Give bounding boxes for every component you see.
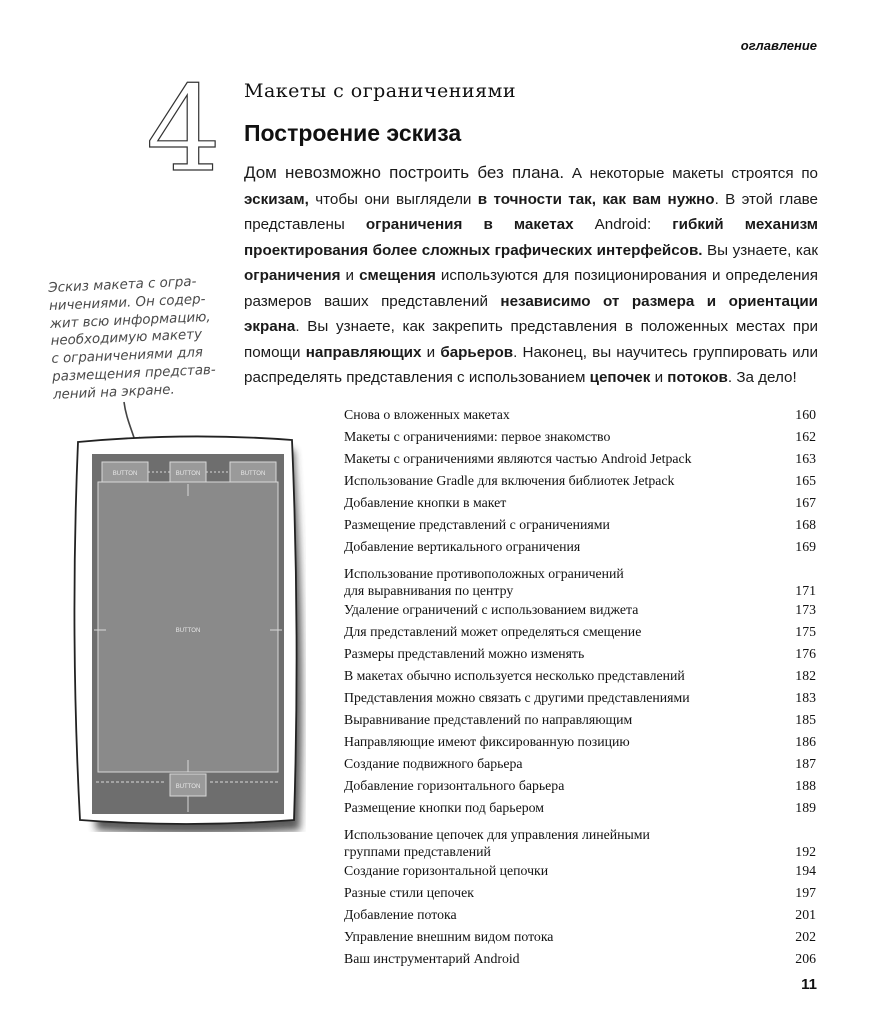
section-label: оглавление — [740, 38, 817, 53]
toc-row[interactable]: Добавление горизонтального барьера 188 — [344, 778, 816, 793]
toc-row[interactable]: Разные стили цепочек 197 — [344, 885, 816, 900]
toc-row[interactable]: Добавление потока 201 — [344, 907, 816, 922]
page-number: 11 — [801, 976, 817, 993]
toc-row[interactable]: Для представлений может определяться смещение 175 — [344, 624, 816, 639]
chapter-title: Макеты с ограничениями — [244, 80, 517, 102]
toc-row[interactable]: Управление внешним видом потока 202 — [344, 929, 816, 944]
toc-row[interactable]: Размещение кнопки под барьером 189 — [344, 800, 816, 815]
sketch-annotation: Эскиз макета с огра- ничениями. Он содер- жит всю информацию, необходимую макету с ограничениями для размещения представ- лений на экране. — [48, 274, 217, 403]
sketch-button-label: BUTTON — [175, 628, 201, 634]
toc-row[interactable]: Направляющие имеют фиксированную позицию 186 — [344, 734, 816, 749]
chapter-number: 4 — [146, 60, 222, 198]
sketch-button-label: BUTTON — [240, 471, 266, 477]
sketch-button-label: BUTTON — [175, 471, 201, 477]
toc-row[interactable]: Размеры представлений можно изменять 176 — [344, 646, 816, 661]
toc-row[interactable]: В макетах обычно используется несколько представлений 182 — [344, 668, 816, 683]
sketch-button-label: BUTTON — [175, 784, 201, 790]
sketch-top-buttons — [102, 462, 276, 482]
intro-paragraph: Дом невозможно построить без плана. А некоторые макеты строятся по эскизам, чтобы они выглядели в точности так, как вам нужно. В этой главе представлены ограничения в макетах Android: гибкий механизм проектирования более сложных графических интерфейсов. Вы узнаете, как ограничения и смещения используются для позиционирования и определения размеров ваших представлений независимо от размера и ориентации экрана. Вы узнаете, как закрепить представления в положенных местах при помощи направляющих и барьеров. Наконец, вы научитесь группировать или распределять представления с использованием цепочек и потоков. За дело! — [244, 163, 818, 386]
layout-sketch — [66, 432, 306, 837]
toc-row[interactable]: Использование противоположных ограничений для выравнивания по центру 171 — [344, 566, 816, 598]
layout-sketch-drawing — [66, 432, 306, 832]
table-of-contents — [344, 404, 816, 970]
toc-row[interactable]: Удаление ограничений с использованием виджета 173 — [344, 602, 816, 617]
toc-row[interactable]: Выравнивание представлений по направляющим 185 — [344, 712, 816, 727]
toc-row[interactable]: Использование цепочек для управления линейными группами представлений 192 — [344, 827, 816, 859]
toc-row[interactable]: Добавление кнопки в макет 167 — [344, 495, 816, 510]
toc-row[interactable]: Использование Gradle для включения библиотек Jetpack 165 — [344, 473, 816, 488]
toc-row[interactable]: Создание подвижного барьера 187 — [344, 756, 816, 771]
toc-row[interactable]: Добавление вертикального ограничения 169 — [344, 539, 816, 554]
toc-row[interactable]: Макеты с ограничениями: первое знакомство 162 — [344, 429, 816, 444]
intro-lead: Дом невозможно построить без плана. — [244, 163, 565, 182]
sketch-big-view — [98, 482, 278, 772]
sketch-button-label: BUTTON — [112, 471, 138, 477]
toc-row[interactable]: Представления можно связать с другими представлениями 183 — [344, 690, 816, 705]
chapter-heading: Построение эскиза — [244, 120, 462, 146]
toc-row[interactable]: Размещение представлений с ограничениями 168 — [344, 517, 816, 532]
toc-row[interactable]: Создание горизонтальной цепочки 194 — [344, 863, 816, 878]
toc-row[interactable]: Ваш инструментарий Android 206 — [344, 951, 816, 966]
toc-row[interactable]: Снова о вложенных макетах 160 — [344, 407, 816, 422]
toc-row[interactable]: Макеты с ограничениями являются частью Android Jetpack 163 — [344, 451, 816, 466]
